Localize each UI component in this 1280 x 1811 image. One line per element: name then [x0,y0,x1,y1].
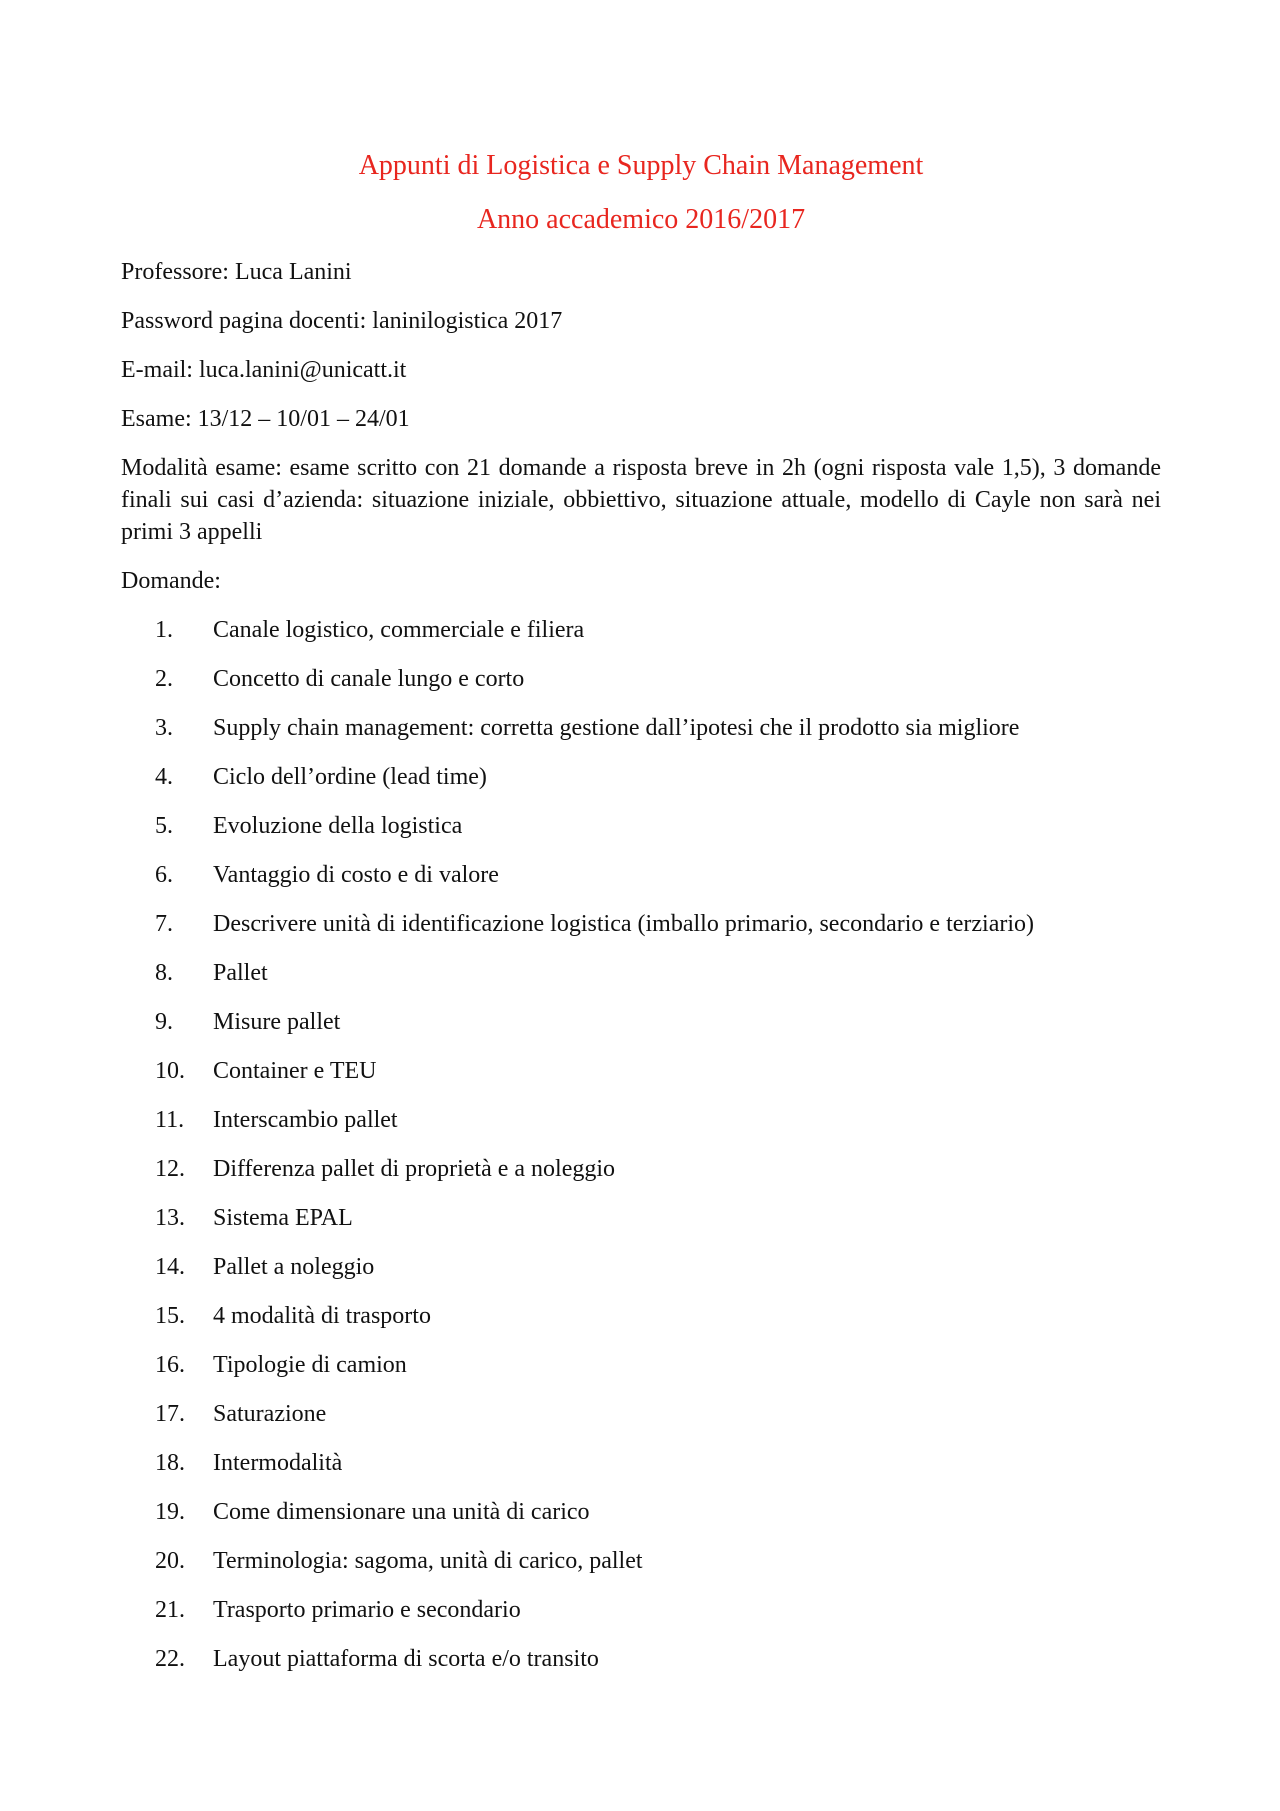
list-item-number: 1. [155,617,173,643]
list-item-text: Differenza pallet di proprietà e a noleggio [213,1156,616,1182]
list-item [121,957,1161,989]
list-item [121,761,1161,793]
list-item [121,1545,1161,1577]
list-item-number: 8. [155,960,173,986]
list-item-text: Saturazione [213,1401,327,1427]
list-item-number: 11. [155,1107,185,1133]
exam-dates-line: Esame: 13/12 – 10/01 – 24/01 [121,406,410,432]
list-item [121,614,1161,646]
list-item-text: Sistema EPAL [213,1205,353,1231]
list-item [121,1104,1161,1136]
list-item-number: 13. [155,1205,185,1231]
list-item [121,1153,1161,1185]
list-item [121,908,1161,940]
list-item-number: 22. [155,1646,185,1672]
list-item-text: Misure pallet [213,1009,341,1035]
list-item-text: Evoluzione della logistica [213,813,463,839]
list-item [121,1447,1161,1479]
list-item [121,1202,1161,1234]
list-item-text: Trasporto primario e secondario [213,1597,521,1623]
list-item-text: Intermodalità [213,1450,343,1476]
list-item [121,1496,1161,1528]
list-item-number: 10. [155,1058,185,1084]
professor-line: Professore: Luca Lanini [121,259,352,285]
list-item-number: 12. [155,1156,185,1182]
list-item-text: Container e TEU [213,1058,377,1084]
document-body [121,150,1161,1692]
list-item [121,1251,1161,1283]
list-item [121,712,1161,744]
list-item-text: Tipologie di camion [213,1352,407,1378]
list-item [121,1398,1161,1430]
list-item-text: Pallet [213,960,268,986]
list-item-number: 4. [155,764,173,790]
list-item-number: 15. [155,1303,185,1329]
list-item-text: Layout piattaforma di scorta e/o transito [213,1646,599,1672]
list-item-text: Concetto di canale lungo e corto [213,666,525,692]
list-item-number: 21. [155,1597,185,1623]
list-item-number: 14. [155,1254,185,1280]
list-item-number: 19. [155,1499,185,1525]
list-item-text: Ciclo dell’ordine (lead time) [213,764,487,790]
list-item-text: Come dimensionare una unità di carico [213,1499,590,1525]
list-item-text: Canale logistico, commerciale e filiera [213,617,585,643]
list-item [121,1055,1161,1087]
list-item-number: 9. [155,1009,173,1035]
list-item [121,810,1161,842]
list-item [121,1594,1161,1626]
list-item-number: 7. [155,911,173,937]
password-line: Password pagina docenti: laninilogistica 2017 [121,308,563,334]
list-item-number: 17. [155,1401,185,1427]
list-item-text: Interscambio pallet [213,1107,398,1133]
questions-heading: Domande: [121,568,221,594]
list-item-text: Vantaggio di costo e di valore [213,862,499,888]
list-item-text: Pallet a noleggio [213,1254,375,1280]
list-item-number: 20. [155,1548,185,1574]
list-item [121,1300,1161,1332]
questions-list [121,614,1161,1675]
email-line: E-mail: luca.lanini@unicatt.it [121,357,407,383]
list-item [121,1643,1161,1675]
list-item-number: 2. [155,666,173,692]
list-item-number: 18. [155,1450,185,1476]
list-item [121,663,1161,695]
list-item-number: 3. [155,715,173,741]
exam-mode-paragraph: Modalità esame: esame scritto con 21 domande a risposta breve in 2h (ogni risposta vale 1,5), 3 domande finali sui casi d’azienda: situazione iniziale, obbiettivo, situazione attuale, modello di Cayle non sarà nei primi 3 appelli [121,455,1161,545]
list-item-text: Supply chain management: corretta gestione dall’ipotesi che il prodotto sia migliore [213,715,1020,741]
list-item-number: 6. [155,862,173,888]
list-item [121,859,1161,891]
list-item-number: 16. [155,1352,185,1378]
list-item-text: Terminologia: sagoma, unità di carico, pallet [213,1548,643,1574]
list-item-text: 4 modalità di trasporto [213,1303,431,1329]
list-item-text: Descrivere unità di identificazione logistica (imballo primario, secondario e terziario) [213,911,1035,937]
list-item [121,1006,1161,1038]
academic-year: Anno accademico 2016/2017 [476,204,806,235]
document-title: Appunti di Logistica e Supply Chain Management [358,150,924,181]
list-item-number: 5. [155,813,173,839]
list-item [121,1349,1161,1381]
